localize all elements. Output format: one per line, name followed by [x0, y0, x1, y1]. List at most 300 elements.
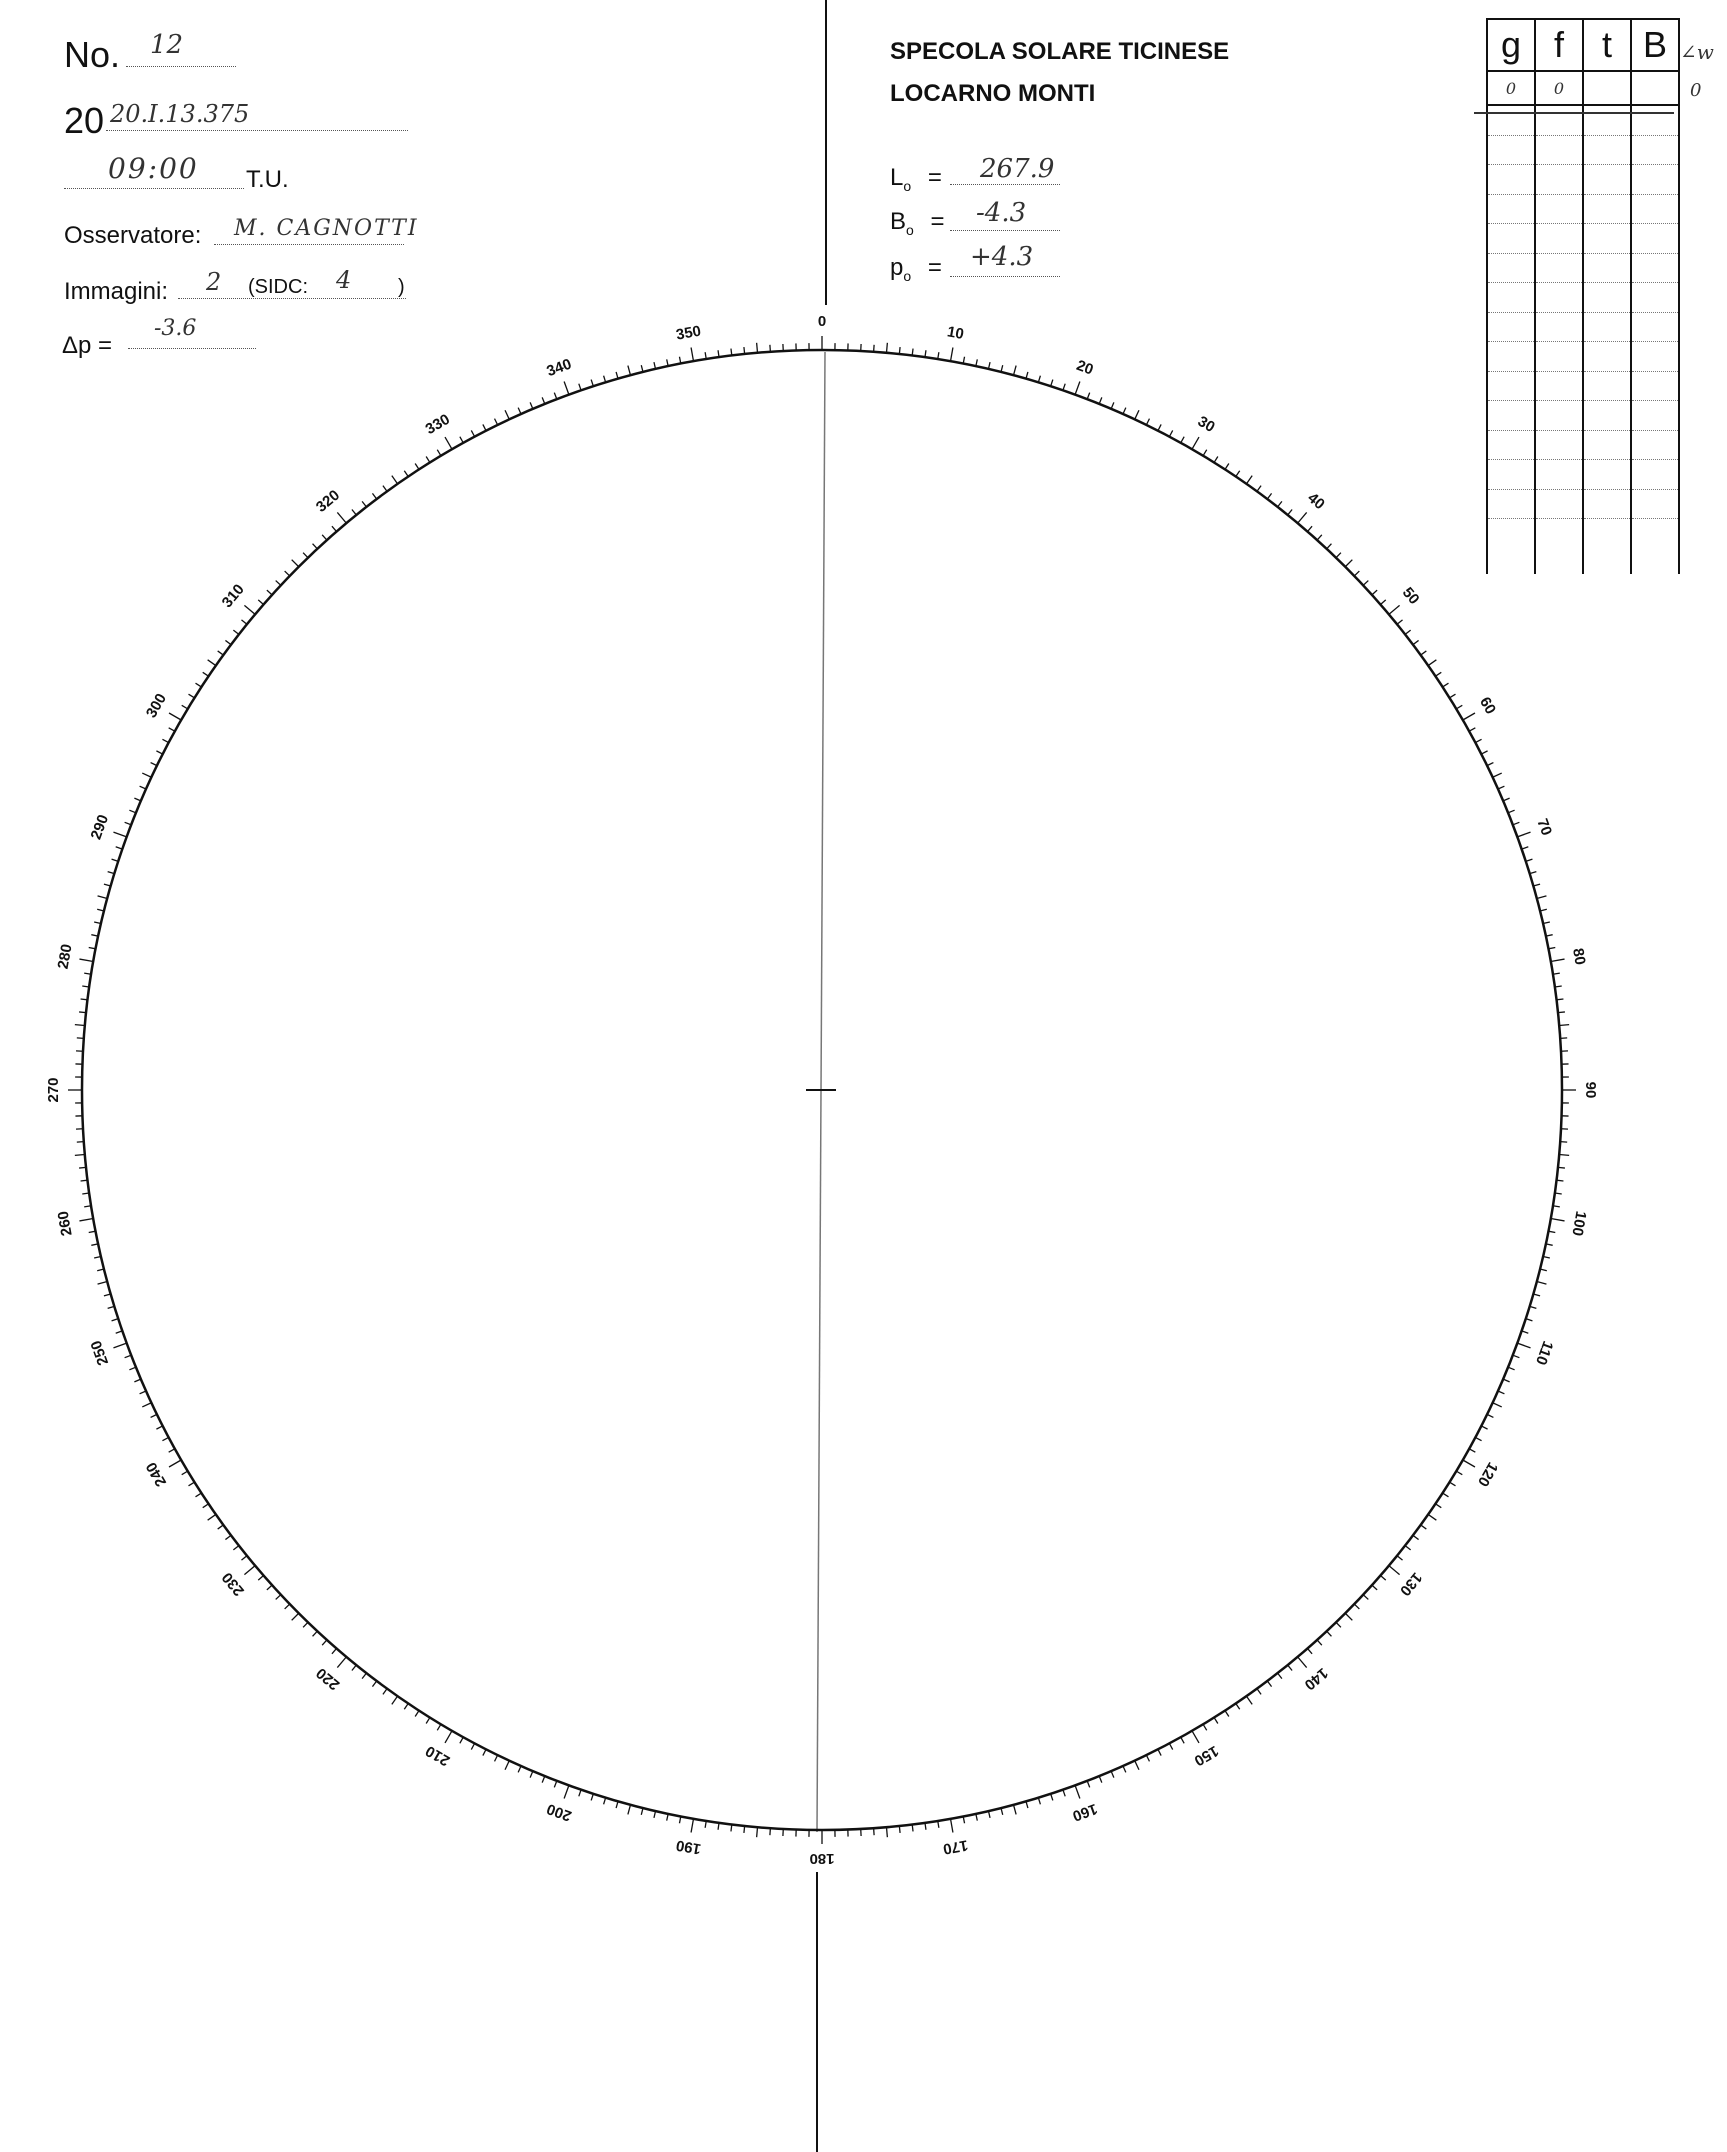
limb-tick [169, 1460, 181, 1467]
lo-subscript: o [903, 177, 912, 194]
limb-tick [988, 362, 990, 369]
limb-tick [404, 471, 408, 477]
limb-tick [1435, 1504, 1441, 1508]
limb-tick [1257, 1689, 1261, 1695]
value-f[interactable]: 0 [1535, 71, 1583, 105]
limb-tick [1075, 381, 1080, 394]
limb-tick [505, 1761, 509, 1770]
limb-tick [196, 683, 202, 687]
limb-tick [1508, 1367, 1514, 1370]
limb-tick [1225, 1711, 1229, 1717]
limb-tick [1111, 1771, 1114, 1777]
limb-tick [1298, 512, 1307, 523]
po-value[interactable]: +4.3 [970, 242, 1034, 272]
limb-tick [1450, 1482, 1456, 1486]
limb-tick [886, 1827, 887, 1837]
limb-tick [1123, 1766, 1126, 1772]
images-label: Immagini: [64, 278, 169, 305]
limb-tick [1543, 1256, 1550, 1258]
limb-tick [116, 847, 123, 849]
limb-tick [1469, 728, 1475, 731]
limb-tick [483, 424, 486, 430]
limb-tick [1456, 705, 1462, 709]
observer-value[interactable]: M. CAGNOTTI [234, 216, 419, 241]
limb-tick [437, 450, 441, 456]
limb-tick [108, 1306, 115, 1308]
limb-label: 70 [1533, 816, 1556, 838]
limb-tick [1158, 1749, 1161, 1755]
limb-label: 160 [1070, 1799, 1100, 1825]
limb-label: 130 [1396, 1568, 1426, 1600]
limb-tick [79, 1167, 86, 1168]
limb-label: 230 [218, 1568, 248, 1600]
limb-tick [731, 349, 732, 356]
limb-tick [1169, 1743, 1172, 1749]
limb-tick [530, 1771, 533, 1777]
limb-tick [1428, 660, 1436, 666]
limb-tick [1214, 1718, 1218, 1724]
limb-tick [505, 410, 509, 419]
limb-tick [1099, 397, 1102, 403]
limb-tick [641, 1808, 643, 1815]
limb-tick [1146, 419, 1149, 425]
limb-tick [208, 1514, 216, 1520]
limb-tick [641, 365, 643, 372]
limb-label: 220 [312, 1664, 344, 1694]
vertical-axis-inner [817, 352, 825, 1832]
limb-label: 290 [87, 812, 113, 842]
limb-label: 30 [1194, 412, 1218, 436]
limb-tick [134, 1379, 140, 1382]
limb-tick [81, 999, 88, 1000]
limb-tick [1513, 1355, 1520, 1358]
limb-tick [1181, 1737, 1184, 1743]
limb-tick [1522, 847, 1529, 849]
limb-tick [404, 1703, 408, 1709]
limb-tick [292, 1613, 299, 1620]
limb-tick [1397, 1556, 1402, 1560]
limb-tick [332, 526, 337, 531]
sidc-value[interactable]: 4 [336, 266, 352, 294]
limb-tick [1038, 1798, 1040, 1805]
limb-tick [1540, 909, 1547, 911]
limb-label: 80 [1569, 946, 1589, 967]
limb-tick [744, 1826, 745, 1833]
limb-tick [362, 501, 366, 507]
limb-tick [1372, 590, 1377, 595]
limb-tick [1014, 366, 1017, 376]
limb-label: 240 [142, 1459, 171, 1490]
limb-tick [988, 1811, 990, 1818]
limb-tick [654, 362, 656, 369]
limb-tick [518, 408, 521, 414]
header-f: f [1535, 19, 1583, 71]
limb-tick [208, 660, 216, 666]
year-prefix: 20 [64, 100, 105, 141]
limb-tick [471, 1743, 474, 1749]
limb-tick [1517, 1343, 1530, 1348]
limb-tick [1526, 859, 1533, 861]
limb-tick [337, 512, 346, 523]
limb-tick [1537, 1282, 1547, 1285]
sidc-close: ) [398, 276, 405, 298]
limb-tick [1526, 1319, 1533, 1321]
limb-tick [1559, 1154, 1569, 1155]
dp-value[interactable]: -3.6 [154, 316, 197, 341]
limb-tick [218, 651, 224, 655]
limb-tick [1278, 1673, 1282, 1679]
limb-tick [1481, 751, 1487, 754]
po-symbol: p [890, 254, 904, 281]
limb-label: 330 [422, 410, 453, 439]
limb-tick [1111, 402, 1114, 408]
limb-tick [1530, 872, 1537, 874]
limb-tick [1363, 1595, 1368, 1600]
limb-tick [483, 1749, 486, 1755]
limb-tick [362, 1673, 366, 1679]
side-header: ∠w [1680, 40, 1714, 64]
limb-tick [156, 751, 162, 754]
limb-tick [554, 1781, 557, 1788]
limb-label: 350 [674, 322, 703, 344]
limb-tick [352, 509, 356, 514]
limb-tick [151, 1414, 157, 1417]
limb-tick [426, 457, 430, 463]
limb-tick [1026, 1801, 1028, 1808]
po-subscript: o [903, 267, 912, 284]
sidc-label: (SIDC: [248, 276, 308, 298]
limb-tick [564, 381, 569, 394]
limb-tick [1327, 1631, 1332, 1636]
limb-tick [116, 1331, 123, 1333]
value-g[interactable]: 0 [1487, 71, 1535, 105]
limb-tick [94, 922, 101, 924]
limb-label: 60 [1476, 694, 1500, 718]
limb-tick [1317, 535, 1322, 540]
limb-tick [1475, 739, 1481, 742]
limb-tick [950, 347, 952, 361]
limb-tick [667, 1814, 668, 1821]
limb-tick [1246, 1696, 1252, 1704]
limb-tick [1181, 437, 1184, 443]
limb-tick [258, 1575, 263, 1580]
limb-tick [151, 763, 157, 766]
limb-tick [1443, 1493, 1449, 1497]
observatory-location: LOCARNO MONTI [890, 80, 1096, 107]
limb-tick [604, 376, 606, 383]
limb-tick [134, 798, 140, 801]
limb-tick [1278, 501, 1282, 507]
limb-tick [112, 859, 119, 861]
limb-tick [79, 1218, 93, 1220]
limb-tick [182, 1471, 188, 1475]
limb-tick [1026, 372, 1028, 379]
limb-tick [241, 620, 246, 624]
limb-tick [616, 372, 618, 379]
limb-tick [203, 672, 209, 676]
limb-tick [1014, 1805, 1017, 1815]
limb-tick [542, 1776, 545, 1782]
limb-label: 20 [1074, 356, 1096, 379]
limb-label: 260 [54, 1209, 76, 1238]
bo-value[interactable]: -4.3 [976, 198, 1027, 228]
limb-tick [899, 347, 900, 354]
limb-tick [113, 1343, 126, 1348]
limb-tick [564, 1785, 569, 1798]
no-value[interactable]: 12 [150, 30, 184, 60]
limb-tick [1498, 1391, 1504, 1394]
limb-tick [1450, 694, 1456, 698]
limb-tick [1405, 630, 1411, 634]
limb-tick [129, 1367, 135, 1370]
limb-tick [140, 1391, 146, 1394]
limb-tick [1380, 600, 1385, 605]
limb-label: 110 [1532, 1338, 1557, 1368]
limb-label: 50 [1398, 584, 1423, 608]
limb-tick [1537, 896, 1547, 899]
limb-tick [495, 1755, 498, 1761]
limb-tick [1463, 713, 1475, 720]
limb-tick [233, 1546, 239, 1550]
limb-tick [1001, 1808, 1003, 1815]
side-value[interactable]: 0 [1690, 80, 1702, 101]
limb-tick [1556, 1180, 1563, 1181]
limb-tick [667, 359, 668, 366]
limb-label: 0 [817, 312, 827, 330]
limb-tick [899, 1826, 900, 1833]
limb-tick [757, 1827, 758, 1837]
limb-tick [495, 419, 498, 425]
limb-tick [1543, 922, 1550, 924]
limb-tick [1051, 1794, 1053, 1801]
limb-tick [579, 384, 581, 391]
limb-tick [1493, 1403, 1502, 1407]
limb-label: 300 [142, 690, 171, 721]
limb-tick [79, 1012, 86, 1013]
limb-tick [1063, 384, 1065, 391]
limb-tick [1203, 450, 1207, 456]
tu-label: T.U. [246, 166, 289, 193]
limb-tick [415, 1711, 419, 1717]
limb-tick [1556, 999, 1563, 1000]
limb-tick [225, 640, 231, 644]
limb-tick [392, 1696, 398, 1704]
limb-tick [1508, 810, 1514, 813]
limb-tick [471, 430, 474, 436]
limb-tick [97, 909, 104, 911]
limb-label: 10 [945, 323, 966, 343]
limb-tick [75, 1154, 85, 1155]
limb-label: 200 [544, 1799, 574, 1825]
limb-tick [1135, 1761, 1139, 1770]
limb-tick [1540, 1269, 1547, 1271]
limb-tick [731, 1824, 732, 1831]
limb-tick [912, 1824, 913, 1831]
limb-tick [189, 1482, 195, 1486]
limb-tick [757, 343, 758, 353]
limb-tick [1158, 424, 1161, 430]
limb-tick [1493, 773, 1502, 777]
limb-label: 210 [422, 1741, 453, 1770]
limb-tick [1533, 1294, 1540, 1296]
limb-tick [1288, 509, 1292, 514]
limb-tick [1135, 410, 1139, 419]
limb-tick [1317, 1640, 1322, 1645]
limb-tick [1435, 672, 1441, 676]
limb-tick [169, 1449, 175, 1452]
limb-tick [1075, 1785, 1080, 1798]
limb-tick [1389, 1566, 1400, 1575]
limb-tick [196, 1493, 202, 1497]
limb-tick [426, 1718, 430, 1724]
limb-tick [1298, 1657, 1307, 1668]
limb-label: 190 [674, 1836, 703, 1858]
limb-tick [1001, 365, 1003, 372]
limb-tick [1087, 1781, 1090, 1788]
limb-tick [233, 630, 239, 634]
limb-tick [1345, 1613, 1352, 1620]
limb-tick [108, 872, 115, 874]
limb-tick [303, 553, 308, 558]
dp-label: Δp = [62, 332, 113, 359]
limb-label: 340 [544, 355, 574, 381]
limb-tick [267, 1585, 272, 1590]
limb-tick [1551, 1218, 1565, 1220]
limb-tick [445, 437, 452, 449]
limb-tick [1413, 1535, 1419, 1539]
limb-tick [1327, 544, 1332, 549]
limb-tick [1257, 486, 1261, 492]
limb-tick [1481, 1426, 1487, 1429]
limb-tick [1487, 1414, 1493, 1417]
limb-tick [1051, 380, 1053, 387]
limb-tick [1517, 832, 1530, 837]
limb-tick [1372, 1585, 1377, 1590]
limb-tick [1456, 1471, 1462, 1475]
limb-tick [1405, 1546, 1411, 1550]
limb-label: 90 [1582, 1081, 1600, 1099]
limb-label: 250 [87, 1338, 113, 1368]
limb-label: 320 [312, 486, 344, 516]
limb-tick [1551, 959, 1565, 961]
limb-tick [1487, 763, 1493, 766]
limb-tick [156, 1426, 162, 1429]
date-value[interactable]: 20.I.13.375 [110, 100, 250, 128]
limb-tick [591, 380, 593, 387]
images-value[interactable]: 2 [206, 268, 222, 296]
time-value[interactable]: 09:00 [108, 152, 199, 185]
limb-tick [1146, 1755, 1149, 1761]
limb-tick [1559, 1025, 1569, 1026]
limb-tick [1123, 408, 1126, 414]
limb-tick [322, 1640, 327, 1645]
limb-tick [104, 1294, 111, 1296]
limb-tick [1363, 581, 1368, 586]
limb-label: 150 [1191, 1741, 1222, 1770]
limb-tick [1267, 1681, 1271, 1687]
limb-tick [1267, 493, 1271, 499]
limb-tick [79, 959, 93, 961]
no-label: No. [64, 34, 121, 75]
limb-tick [129, 810, 135, 813]
limb-tick [628, 366, 631, 376]
limb-tick [113, 832, 126, 837]
limb-tick [162, 1437, 168, 1440]
limb-tick [125, 822, 132, 825]
limb-tick [1443, 683, 1449, 687]
limb-tick [1336, 553, 1341, 558]
bo-equals: = [930, 208, 945, 235]
limb-tick [542, 397, 545, 403]
limb-tick [218, 1525, 224, 1529]
limb-label: 120 [1473, 1459, 1502, 1490]
limb-label: 170 [941, 1836, 970, 1858]
limb-tick [691, 1819, 693, 1833]
limb-tick [1236, 471, 1240, 477]
limb-tick [1397, 620, 1402, 624]
limb-tick [912, 349, 913, 356]
limb-tick [1307, 1648, 1312, 1653]
limb-tick [445, 1731, 452, 1743]
limb-tick [1354, 1604, 1359, 1609]
limb-tick [244, 1566, 255, 1575]
limb-tick [313, 544, 318, 549]
limb-tick [258, 600, 263, 605]
lo-equals: = [927, 164, 942, 191]
limb-tick [1192, 1731, 1199, 1743]
limb-tick [313, 1631, 318, 1636]
limb-tick [530, 402, 533, 408]
header-g: g [1487, 19, 1535, 71]
limb-tick [1214, 457, 1218, 463]
limb-tick [267, 590, 272, 595]
limb-tick [285, 1604, 290, 1609]
limb-tick [579, 1790, 581, 1797]
limb-tick [91, 935, 98, 936]
lo-value[interactable]: 267.9 [980, 154, 1055, 184]
limb-tick [372, 493, 376, 499]
limb-label: 100 [1568, 1209, 1590, 1238]
limb-tick [244, 605, 255, 614]
limb-tick [654, 1811, 656, 1818]
limb-tick [1503, 798, 1509, 801]
limb-label: 40 [1304, 489, 1328, 514]
limb-tick [98, 896, 108, 899]
limb-tick [104, 884, 111, 886]
limb-tick [1169, 430, 1172, 436]
limb-tick [518, 1766, 521, 1772]
limb-tick [142, 773, 151, 777]
limb-tick [1498, 786, 1504, 789]
bo-subscript: o [906, 221, 914, 238]
limb-tick [332, 1648, 337, 1653]
limb-tick [241, 1556, 246, 1560]
limb-tick [1503, 1379, 1509, 1382]
observer-label: Osservatore: [64, 222, 202, 249]
limb-tick [1307, 526, 1312, 531]
po-equals: = [927, 254, 942, 281]
limb-tick [1087, 393, 1090, 400]
limb-tick [1421, 1525, 1427, 1529]
limb-tick [372, 1681, 376, 1687]
limb-tick [616, 1801, 618, 1808]
limb-tick [1546, 1244, 1553, 1245]
limb-tick [1203, 1724, 1207, 1730]
limb-tick [1225, 464, 1229, 470]
header-t: t [1583, 19, 1631, 71]
limb-tick [169, 713, 181, 720]
limb-tick [1533, 884, 1540, 886]
